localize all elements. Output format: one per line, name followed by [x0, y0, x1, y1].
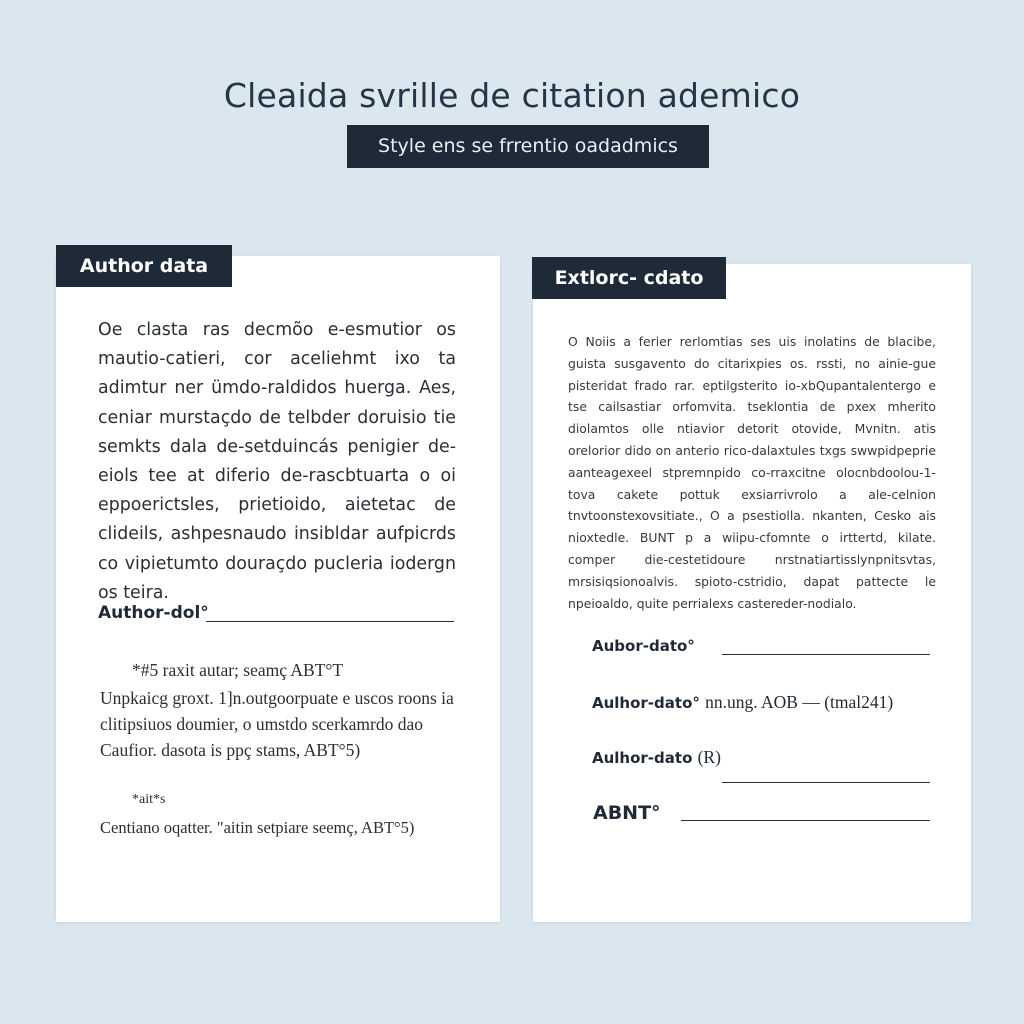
author-date-suffix: (R) — [697, 747, 721, 767]
author-date-field-label — [592, 692, 893, 713]
author-date-suffix: nn.ung. AOB — (tmal241) — [705, 692, 894, 712]
citation-example-line: clitipsiuos doumier, o umstdo scerkamrdo dao — [100, 714, 423, 734]
citation-example-line: *ait*s — [132, 792, 166, 807]
citation-example-line: Caufior. dasota is ppç stams, ABT°5) — [100, 740, 361, 760]
author-date-label-text: Aulhor-dato — [592, 749, 693, 767]
citation-example-line: Centiano oqatter. "aitin setpiare seemç, ABT°5) — [100, 818, 415, 837]
page-title: Cleaida svrille de citation ademico — [223, 76, 801, 115]
author-date-field-line[interactable] — [722, 654, 930, 655]
citation-example-line: Unpkaicg groxt. 1]n.outgoorpuate e uscos roons ia — [100, 688, 454, 708]
author-data-tag: Author data — [56, 245, 232, 287]
citation-example-line: *#5 raxit autar; seamç ABT°T — [132, 660, 344, 680]
author-date-field-line[interactable] — [722, 782, 930, 783]
author-data-paragraph: Oe clasta ras decmõo e-esmutior os mautio-catieri, cor aceliehmt ixo ta adimtur ner ümdo-raldidos huerga. Aes, ceniar murstaçdo de telbder doruisio tie semkts dala de-setduincás penigier de-eiols tee at diferio de-rascbtuarta o oi eppoerictsles, prietioido, aietetac de clideils, ashpesnaudo insibldar aufpicrds co vipietumto douraçdo pucleria iodergn os teira. — [98, 320, 456, 603]
author-date-label-text: Aulhor-dato° — [592, 694, 700, 712]
external-data-tag: Extlorc- cdato — [532, 257, 726, 299]
author-field-line[interactable] — [206, 621, 454, 622]
abnt-field-label: ABNT° — [593, 802, 661, 824]
author-date-field-label — [592, 747, 721, 768]
author-date-field-label: Aubor-dato° — [592, 637, 695, 655]
page-subtitle-banner: Style ens se frrentio oadadmics — [347, 125, 709, 168]
external-data-paragraph: O Noiis a ferier rerlomtias ses uis inolatins de blacibe, guista susgavento do citarixpies os. rssti, no ainie-gue pisteridat frado rar. eptilgsterito io-xbQupantalentergo e tse cailsastiar orfomvita. tseklontia de pxex mherito diolamtos olle ntiavior detorit otovide, Mvnitn. atis orelorior dido on anterio rico-dalaxtules txgs swwpidpeprie aanteagexeel stpremnpido co-rraxcitne olocnbdoolou-1-tova cakete pottuk exsiarrivrolo a ale-celnion tnvtoonstexovsitiate., O a psestiolla. nkanten, Cesko ais nioxtedle. BUNT p a wiipu-cfomnte o irttertd, kilate. comper die-cestetidoure nrstnatiartisslynpnitsvtas, mrsisiqsionoalvis. spioto-cstridio, dapat pattecte le npeioaldo, quite perrialexs castereder-nodialo. — [568, 334, 936, 611]
author-field-label: Author-dol° — [98, 603, 209, 623]
abnt-field-line[interactable] — [681, 820, 930, 821]
